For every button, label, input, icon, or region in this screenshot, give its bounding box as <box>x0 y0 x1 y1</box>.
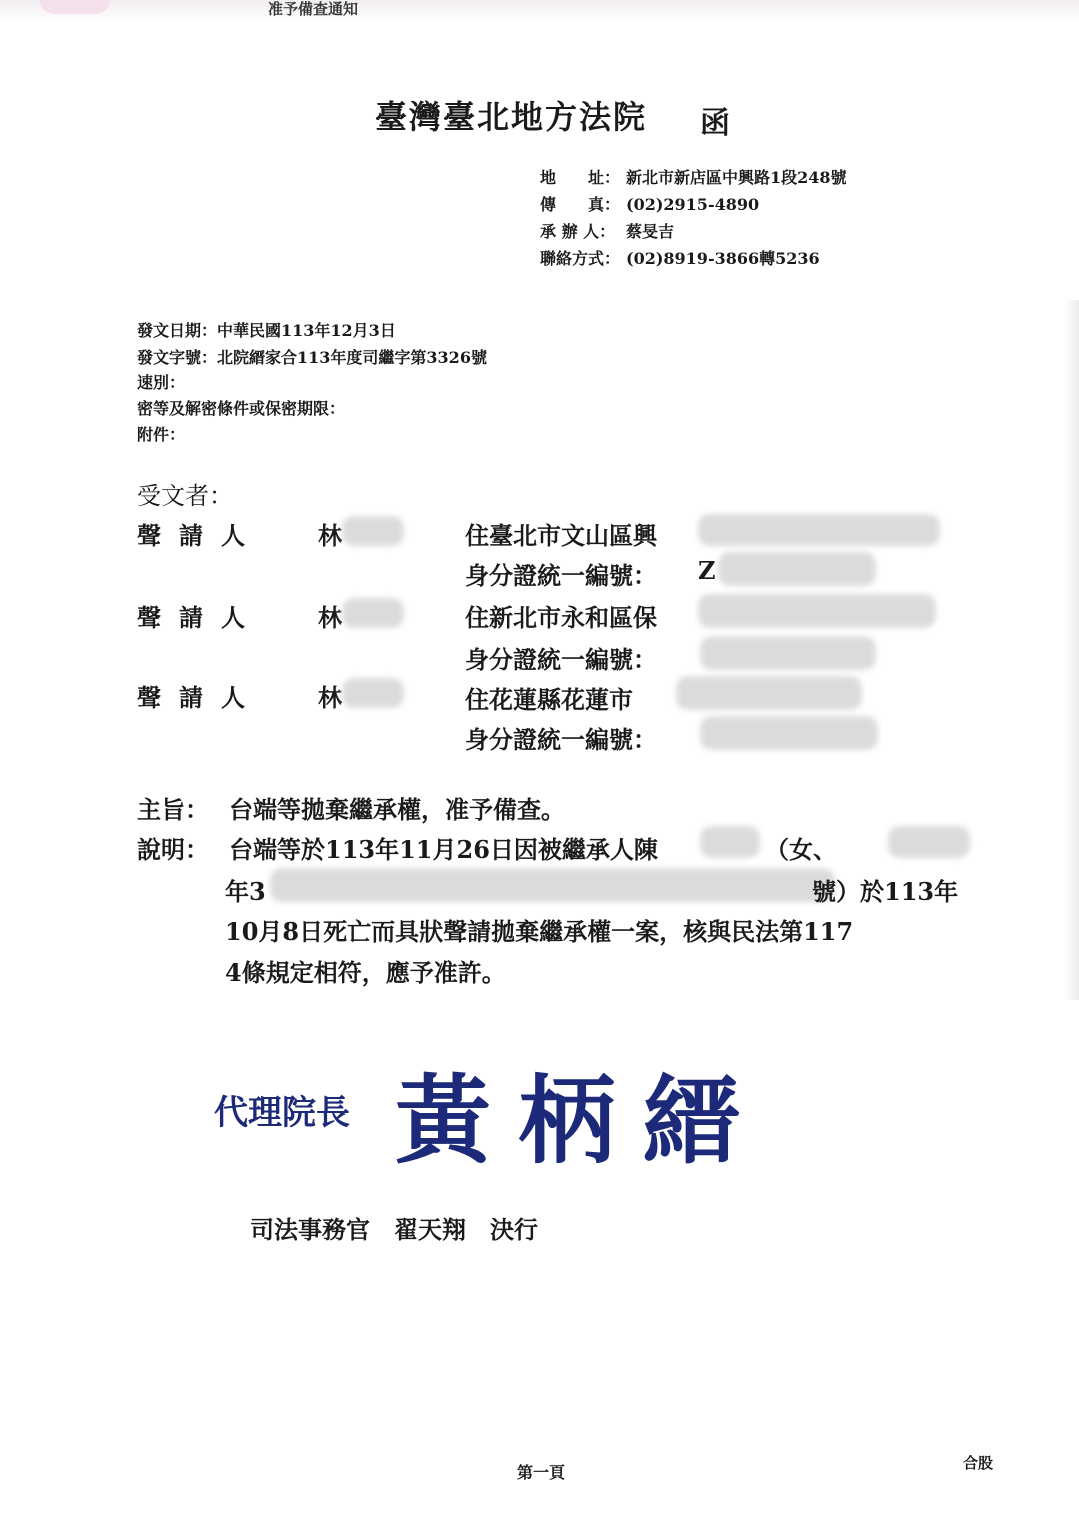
applicant-name: 林 <box>318 521 342 550</box>
redaction <box>888 826 970 858</box>
signature-title: 代理院長 <box>214 1093 350 1133</box>
meta-label: 密等及解密條件或保密期限： <box>137 399 346 418</box>
explanation-line-2-prefix: 年3 <box>225 877 266 906</box>
meta-label: 附件： <box>137 425 186 444</box>
page-shadow <box>1065 300 1079 1000</box>
contact-label: 聯絡方式： <box>540 249 621 268</box>
contact-address <box>540 165 847 188</box>
explanation-paren: （女、 <box>765 835 837 864</box>
contact-value: (02)8919-3866轉5236 <box>626 249 820 268</box>
explanation-line-1: 台端等於113年11月26日因被繼承人陳 <box>229 835 658 864</box>
contact-label: 傳 真： <box>540 195 621 214</box>
meta-confidentiality <box>137 396 345 419</box>
explanation-label: 說明： <box>137 835 209 864</box>
meta-doc-number <box>137 345 487 368</box>
contact-handler <box>540 219 674 242</box>
contact-value: 蔡旻吉 <box>626 222 675 241</box>
applicant-name: 林 <box>318 683 342 712</box>
applicant-role: 聲請人 <box>137 521 263 550</box>
explanation-line-4: 4條規定相符，應予准許。 <box>225 958 506 987</box>
recipients-heading: 受文者： <box>137 482 233 510</box>
redaction <box>676 676 862 710</box>
applicant-name: 林 <box>318 603 342 632</box>
court-title: 臺灣臺北地方法院 <box>375 98 648 136</box>
letter-type: 函 <box>700 106 730 141</box>
redaction <box>700 636 876 670</box>
applicant-id-label: 身分證統一編號： <box>465 561 657 590</box>
meta-value: 中華民國113年12月3日 <box>217 321 396 340</box>
redaction <box>342 598 404 628</box>
explanation-line-2: 號）於113年 <box>812 877 959 906</box>
signature-seal: 黃柄縉 <box>395 1064 767 1177</box>
meta-label: 發文日期： <box>137 321 218 340</box>
subject-text: 台端等拋棄繼承權，准予備查。 <box>229 795 565 824</box>
redaction <box>698 594 936 628</box>
officer-line: 司法事務官 翟天翔 決行 <box>250 1215 538 1244</box>
redaction <box>718 552 876 586</box>
subject-label: 主旨： <box>137 795 209 824</box>
contact-fax <box>540 192 759 215</box>
meta-date <box>137 318 396 341</box>
contact-label: 地 址： <box>540 168 621 187</box>
redaction <box>698 514 940 546</box>
contact-value: (02)2915-4890 <box>626 195 760 214</box>
applicant-id-label: 身分證統一編號： <box>465 645 657 674</box>
meta-attachment <box>137 422 185 445</box>
pink-stamp-fragment <box>40 0 110 14</box>
header-fragment: 准予備查通知 <box>268 0 359 18</box>
applicant-address: 住臺北市文山區興 <box>465 521 657 550</box>
contact-value: 新北市新店區中興路1段248號 <box>626 168 847 187</box>
redaction <box>700 826 760 858</box>
top-scan-strip <box>0 0 1079 22</box>
page-number: 第一頁 <box>517 1463 566 1482</box>
applicant-role: 聲請人 <box>137 683 263 712</box>
explanation-line-3: 10月8日死亡而具狀聲請拋棄繼承權一案，核與民法第117 <box>225 917 854 946</box>
meta-speed <box>137 370 185 393</box>
applicant-address: 住花蓮縣花蓮市 <box>465 685 633 714</box>
meta-label: 發文字號： <box>137 348 218 367</box>
redaction <box>700 716 878 750</box>
corner-note: 合股 <box>963 1454 994 1472</box>
redaction <box>270 868 835 902</box>
applicant-role: 聲請人 <box>137 603 263 632</box>
meta-value: 北院縉家合113年度司繼字第3326號 <box>217 348 487 367</box>
applicant-id-label: 身分證統一編號： <box>465 725 657 754</box>
redaction <box>342 678 404 708</box>
meta-label: 速別： <box>137 373 186 392</box>
applicant-address: 住新北市永和區保 <box>465 603 657 632</box>
contact-label: 承 辦 人： <box>540 222 616 241</box>
redaction <box>342 516 404 546</box>
contact-phone <box>540 246 820 269</box>
applicant-id-value: Z <box>698 556 716 585</box>
